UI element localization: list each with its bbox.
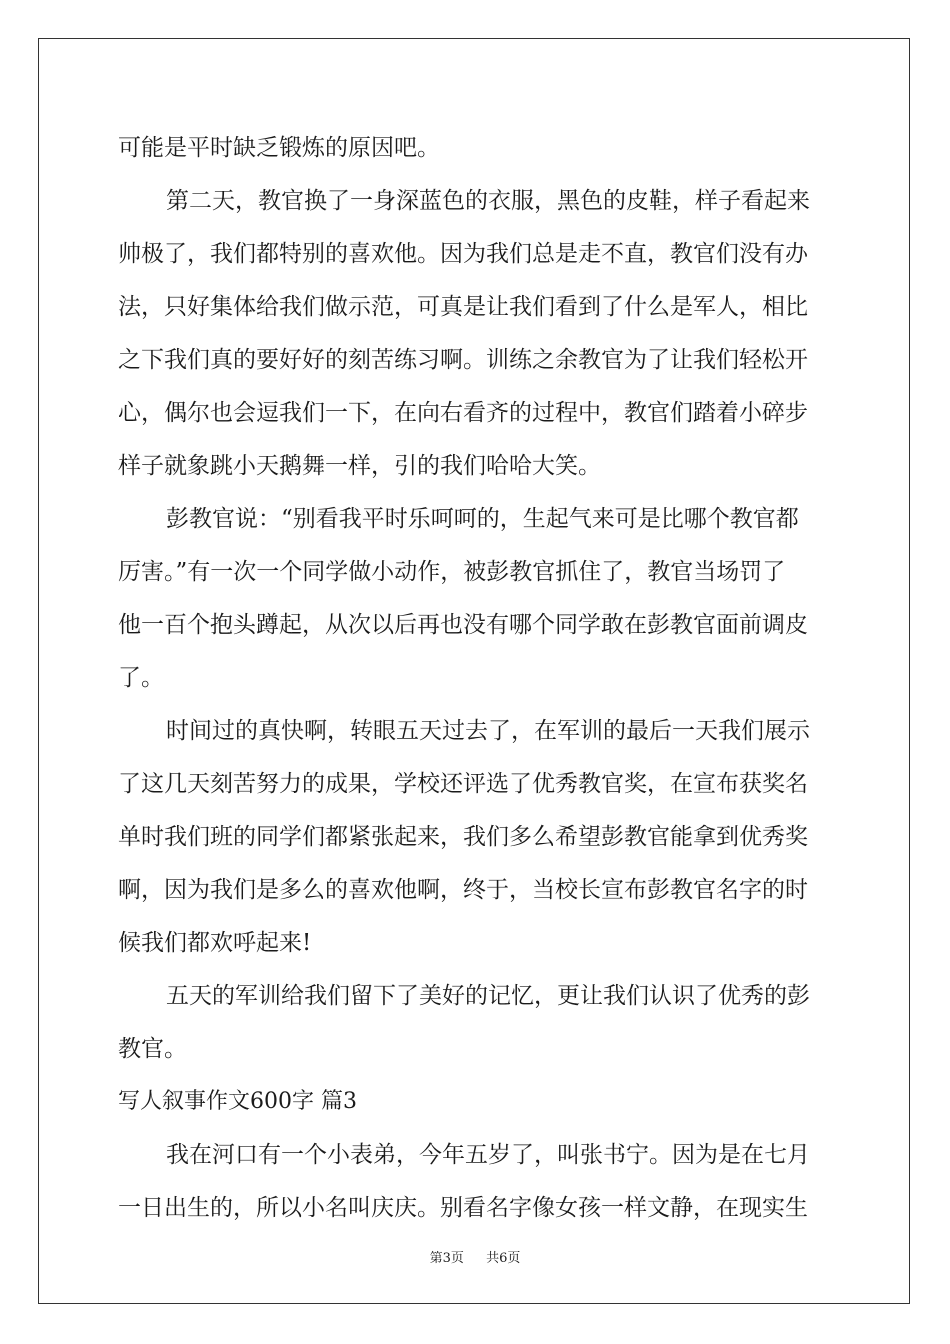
text-line: 了这几天刻苦努力的成果，学校还评选了优秀教官奖，在宣布获奖名 xyxy=(118,771,808,797)
text-line: 单时我们班的同学们都紧张起来，我们多么希望彭教官能拿到优秀奖 xyxy=(118,824,808,850)
text-line: 帅极了，我们都特别的喜欢他。因为我们总是走不直，教官们没有办 xyxy=(118,241,808,267)
text-line: 厉害。”有一次一个同学做小动作，被彭教官抓住了，教官当场罚了 xyxy=(118,559,786,585)
text-line: 第二天，教官换了一身深蓝色的衣服，黑色的皮鞋，样子看起来 xyxy=(166,188,810,214)
text-line: 样子就象跳小天鹅舞一样，引的我们哈哈大笑。 xyxy=(118,453,601,479)
text-line: 彭教官说：“别看我平时乐呵呵的，生起气来可是比哪个教官都 xyxy=(166,506,799,532)
page-footer xyxy=(0,1247,950,1266)
text-line: 一日出生的，所以小名叫庆庆。别看名字像女孩一样文静，在现实生 xyxy=(118,1195,808,1221)
text-line: 五天的军训给我们留下了美好的记忆，更让我们认识了优秀的彭 xyxy=(166,983,810,1009)
text-line: 法，只好集体给我们做示范，可真是让我们看到了什么是军人，相比 xyxy=(118,294,808,320)
text-line: 可能是平时缺乏锻炼的原因吧。 xyxy=(118,135,440,161)
text-line: 心，偶尔也会逗我们一下，在向右看齐的过程中，教官们踏着小碎步 xyxy=(118,400,808,426)
page-number: 第3页 xyxy=(429,1251,464,1266)
text-line: 我在河口有一个小表弟，今年五岁了，叫张书宁。因为是在七月 xyxy=(166,1142,810,1168)
document-body xyxy=(118,126,832,1239)
text-line: 他一百个抱头蹲起，从次以后再也没有哪个同学敢在彭教官面前调皮 xyxy=(118,612,808,638)
text-line: 啊，因为我们是多么的喜欢他啊，终于，当校长宣布彭教官名字的时 xyxy=(118,877,808,903)
text-line: 教官。 xyxy=(118,1036,187,1062)
text-line: 之下我们真的要好好的刻苦练习啊。训练之余教官为了让我们轻松开 xyxy=(118,347,808,373)
text-line: 了。 xyxy=(118,665,164,691)
section-heading: 写人叙事作文600字 篇3 xyxy=(118,1089,357,1114)
page-total: 共6页 xyxy=(486,1251,521,1266)
text-line: 候我们都欢呼起来! xyxy=(118,930,312,956)
text-line: 时间过的真快啊，转眼五天过去了，在军训的最后一天我们展示 xyxy=(166,718,810,744)
